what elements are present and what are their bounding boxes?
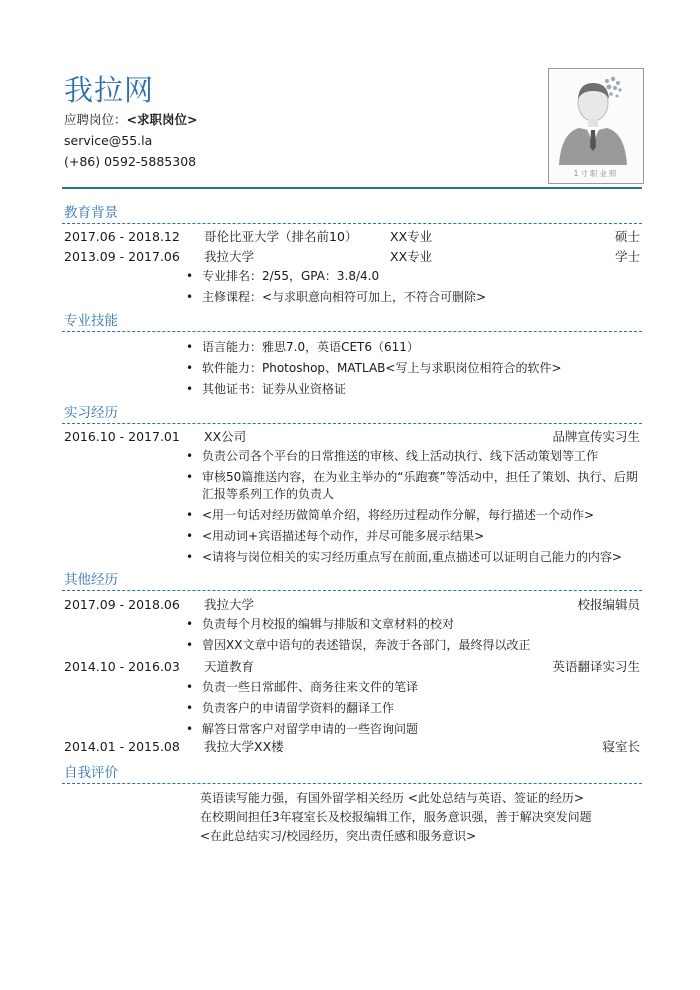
phone-text: (+86) 0592-5885308: [64, 154, 197, 169]
list-item: • 其他证书：证券从业资格证: [186, 381, 642, 398]
section-divider: [62, 331, 642, 332]
list-item: • 审核50篇推送内容，在为业主举办的“乐跑赛”等活动中，担任了策划、执行、后期汇报等系列工作的负责人: [186, 469, 642, 503]
person-silhouette-icon: [549, 69, 643, 183]
entry-school: 我拉大学: [204, 249, 255, 264]
email-text: service@55.la: [64, 133, 153, 148]
list-item: • <用一句话对经历做简单介绍，将经历过程动作分解，每行描述一个动作>: [186, 507, 642, 524]
list-item: • 负责一些日常邮件、商务往来文件的笔译: [186, 679, 642, 696]
section-title-other: 其他经历: [64, 572, 118, 588]
entry-company: XX公司: [204, 429, 247, 444]
entry-org: 天道教育: [204, 659, 255, 674]
entry-role: 校报编辑员: [577, 597, 640, 612]
section-title-self-eval: 自我评价: [64, 765, 118, 781]
entry-org: 我拉大学: [204, 597, 255, 612]
list-item: • 软件能力：Photoshop、MATLAB<写上与求职岗位相符合的软件>: [186, 360, 642, 377]
entry-org: 我拉大学XX楼: [204, 739, 284, 754]
entry-date: 2013.09 - 2017.06: [64, 249, 180, 264]
section-title-education: 教育背景: [64, 205, 118, 221]
list-item: • 曾因XX文章中语句的表述错误，奔波于各部门，最终得以改正: [186, 637, 642, 654]
list-item: • 专业排名：2/55，GPA：3.8/4.0: [186, 268, 642, 285]
applied-position: [64, 111, 197, 129]
section-divider: [62, 590, 642, 591]
list-item: • <请将与岗位相关的实习经历重点写在前面,重点描述可以证明自己能力的内容>: [186, 549, 642, 566]
other-entry: [64, 738, 640, 756]
entry-school: 哥伦比亚大学（排名前10）: [204, 229, 358, 244]
education-entry: [64, 248, 640, 266]
entry-major: XX专业: [390, 229, 433, 244]
entry-degree: 硕士: [614, 229, 640, 244]
other-bullets: [186, 616, 642, 658]
entry-degree: 学士: [614, 249, 640, 264]
entry-date: 2016.10 - 2017.01: [64, 429, 180, 444]
list-item: • 语言能力：雅思7.0，英语CET6（611）: [186, 339, 642, 356]
self-eval-line: 英语读写能力强，有国外留学相关经历 <此处总结与英语、签证的经历>: [200, 791, 584, 805]
position-label: 应聘岗位：: [64, 112, 127, 127]
entry-major: XX专业: [390, 249, 433, 264]
section-divider: [62, 783, 642, 784]
section-title-skills: 专业技能: [64, 313, 118, 329]
profile-photo: [548, 68, 644, 184]
education-bullets: [186, 268, 642, 310]
entry-date: 2014.01 - 2015.08: [64, 739, 180, 754]
list-item: • 主修课程：<与求职意向相符可加上，不符合可删除>: [186, 289, 642, 306]
list-item: • 解答日常客户对留学申请的一些咨询问题: [186, 721, 642, 738]
section-divider: [62, 423, 642, 424]
list-item: • 负责每个月校报的编辑与排版和文章材料的校对: [186, 616, 642, 633]
section-divider: [62, 223, 642, 224]
other-entry: [64, 658, 640, 676]
entry-role: 寝室长: [602, 739, 640, 754]
entry-date: 2014.10 - 2016.03: [64, 659, 180, 674]
entry-date: 2017.06 - 2018.12: [64, 229, 180, 244]
self-eval-text: [200, 789, 640, 846]
entry-date: 2017.09 - 2018.06: [64, 597, 180, 612]
candidate-name: 我拉网: [64, 73, 155, 107]
photo-caption: 1寸职业照: [573, 169, 619, 178]
other-bullets: [186, 679, 642, 742]
entry-role: 品牌宣传实习生: [552, 429, 640, 444]
position-value: <求职岗位>: [126, 112, 198, 127]
entry-role: 英语翻译实习生: [552, 659, 640, 674]
section-title-internship: 实习经历: [64, 405, 118, 421]
list-item: • 负责客户的申请留学资料的翻译工作: [186, 700, 642, 717]
header-divider: [62, 187, 642, 189]
self-eval-line: 在校期间担任3年寝室长及校报编辑工作，服务意识强，善于解决突发问题: [200, 810, 592, 824]
skills-bullets: [186, 339, 642, 402]
self-eval-line: <在此总结实习/校园经历，突出责任感和服务意识>: [200, 829, 477, 843]
education-entry: [64, 228, 640, 246]
list-item: • 负责公司各个平台的日常推送的审核、线上活动执行、线下活动策划等工作: [186, 448, 642, 465]
other-entry: [64, 596, 640, 614]
list-item: • <用动词+宾语描述每个动作，并尽可能多展示结果>: [186, 528, 642, 545]
internship-bullets: [186, 448, 642, 570]
internship-entry: [64, 428, 640, 446]
